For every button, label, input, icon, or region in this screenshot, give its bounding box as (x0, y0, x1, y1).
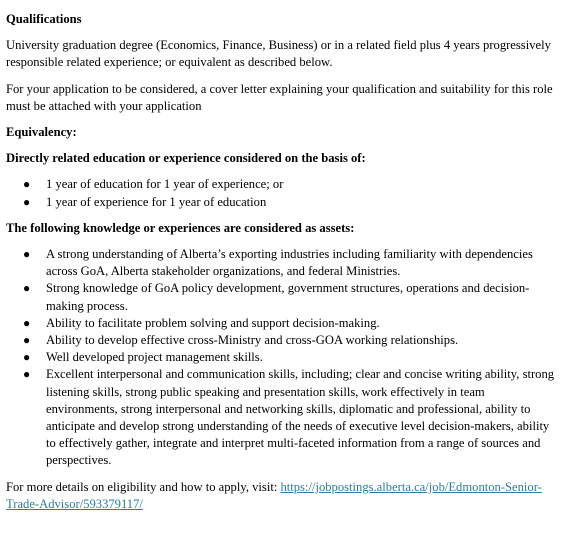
qualifications-paragraph-1: University graduation degree (Economics, Finance, Business) or in a related field plus 4 years progressively responsible related experience; or equivalent as described below. (6, 38, 551, 70)
list-item (6, 349, 558, 366)
assets-heading: The following knowledge or experiences are considered as assets: (6, 220, 355, 235)
list-item (6, 315, 558, 332)
list-item (6, 332, 558, 349)
equivalency-subheading: Directly related education or experience considered on the basis of: (6, 151, 366, 166)
bullet-icon: ● (23, 333, 31, 348)
list-item (6, 246, 558, 280)
bullet-icon: ● (23, 350, 31, 365)
bullet-icon: ● (23, 194, 31, 209)
footer-text: For more details on eligibility and how to apply, visit: (6, 479, 281, 494)
bullet-icon: ● (23, 177, 31, 192)
assets-list (6, 246, 558, 470)
bullet-icon: ● (23, 367, 31, 382)
bullet-icon: ● (23, 281, 31, 296)
list-item-text: Excellent interpersonal and communication skills, including; clear and concise writing ability, strong listening skills, strong public speaking and presentation skills, work effectively in team environments, strong interpersonal and networking skills, diplomatic and professional, ability to anticipate and develop strong understanding of the needs of executive level decision-makers, ability to effectively gather, integrate and interpret multi-faceted information from a range of sources and perspectives. (46, 367, 555, 468)
job-posting-link[interactable]: https://jobpostings.alberta.ca/job/Edmonton-Senior-Trade-Advisor/593379117/ (6, 479, 542, 511)
list-item (6, 194, 558, 211)
list-item-text: Ability to develop effective cross-Ministry and cross-GOA working relationships. (46, 333, 459, 348)
qualifications-heading: Qualifications (6, 12, 82, 26)
equivalency-list (6, 176, 558, 210)
list-item-text: Ability to facilitate problem solving and support decision-making. (46, 315, 380, 330)
list-item-text: 1 year of experience for 1 year of education (46, 194, 267, 209)
list-item (6, 280, 558, 314)
list-item-text: Well developed project management skills. (46, 350, 263, 365)
equivalency-heading: Equivalency: (6, 125, 77, 140)
list-item (6, 366, 558, 469)
qualifications-paragraph-2: For your application to be considered, a cover letter explaining your qualification and suitability for this role must be attached with your application (6, 81, 553, 113)
bullet-icon: ● (23, 247, 31, 262)
list-item-text: 1 year of education for 1 year of experience; or (46, 177, 284, 192)
footer-paragraph (6, 479, 558, 513)
list-item-text: Strong knowledge of GoA policy development, government structures, operations and decision-making process. (46, 281, 530, 313)
list-item (6, 176, 558, 193)
list-item-text: A strong understanding of Alberta’s exporting industries including familiarity with dependencies across GoA, Alberta stakeholder organizations, and federal Ministries. (46, 247, 533, 279)
document (6, 11, 558, 513)
bullet-icon: ● (23, 315, 31, 330)
